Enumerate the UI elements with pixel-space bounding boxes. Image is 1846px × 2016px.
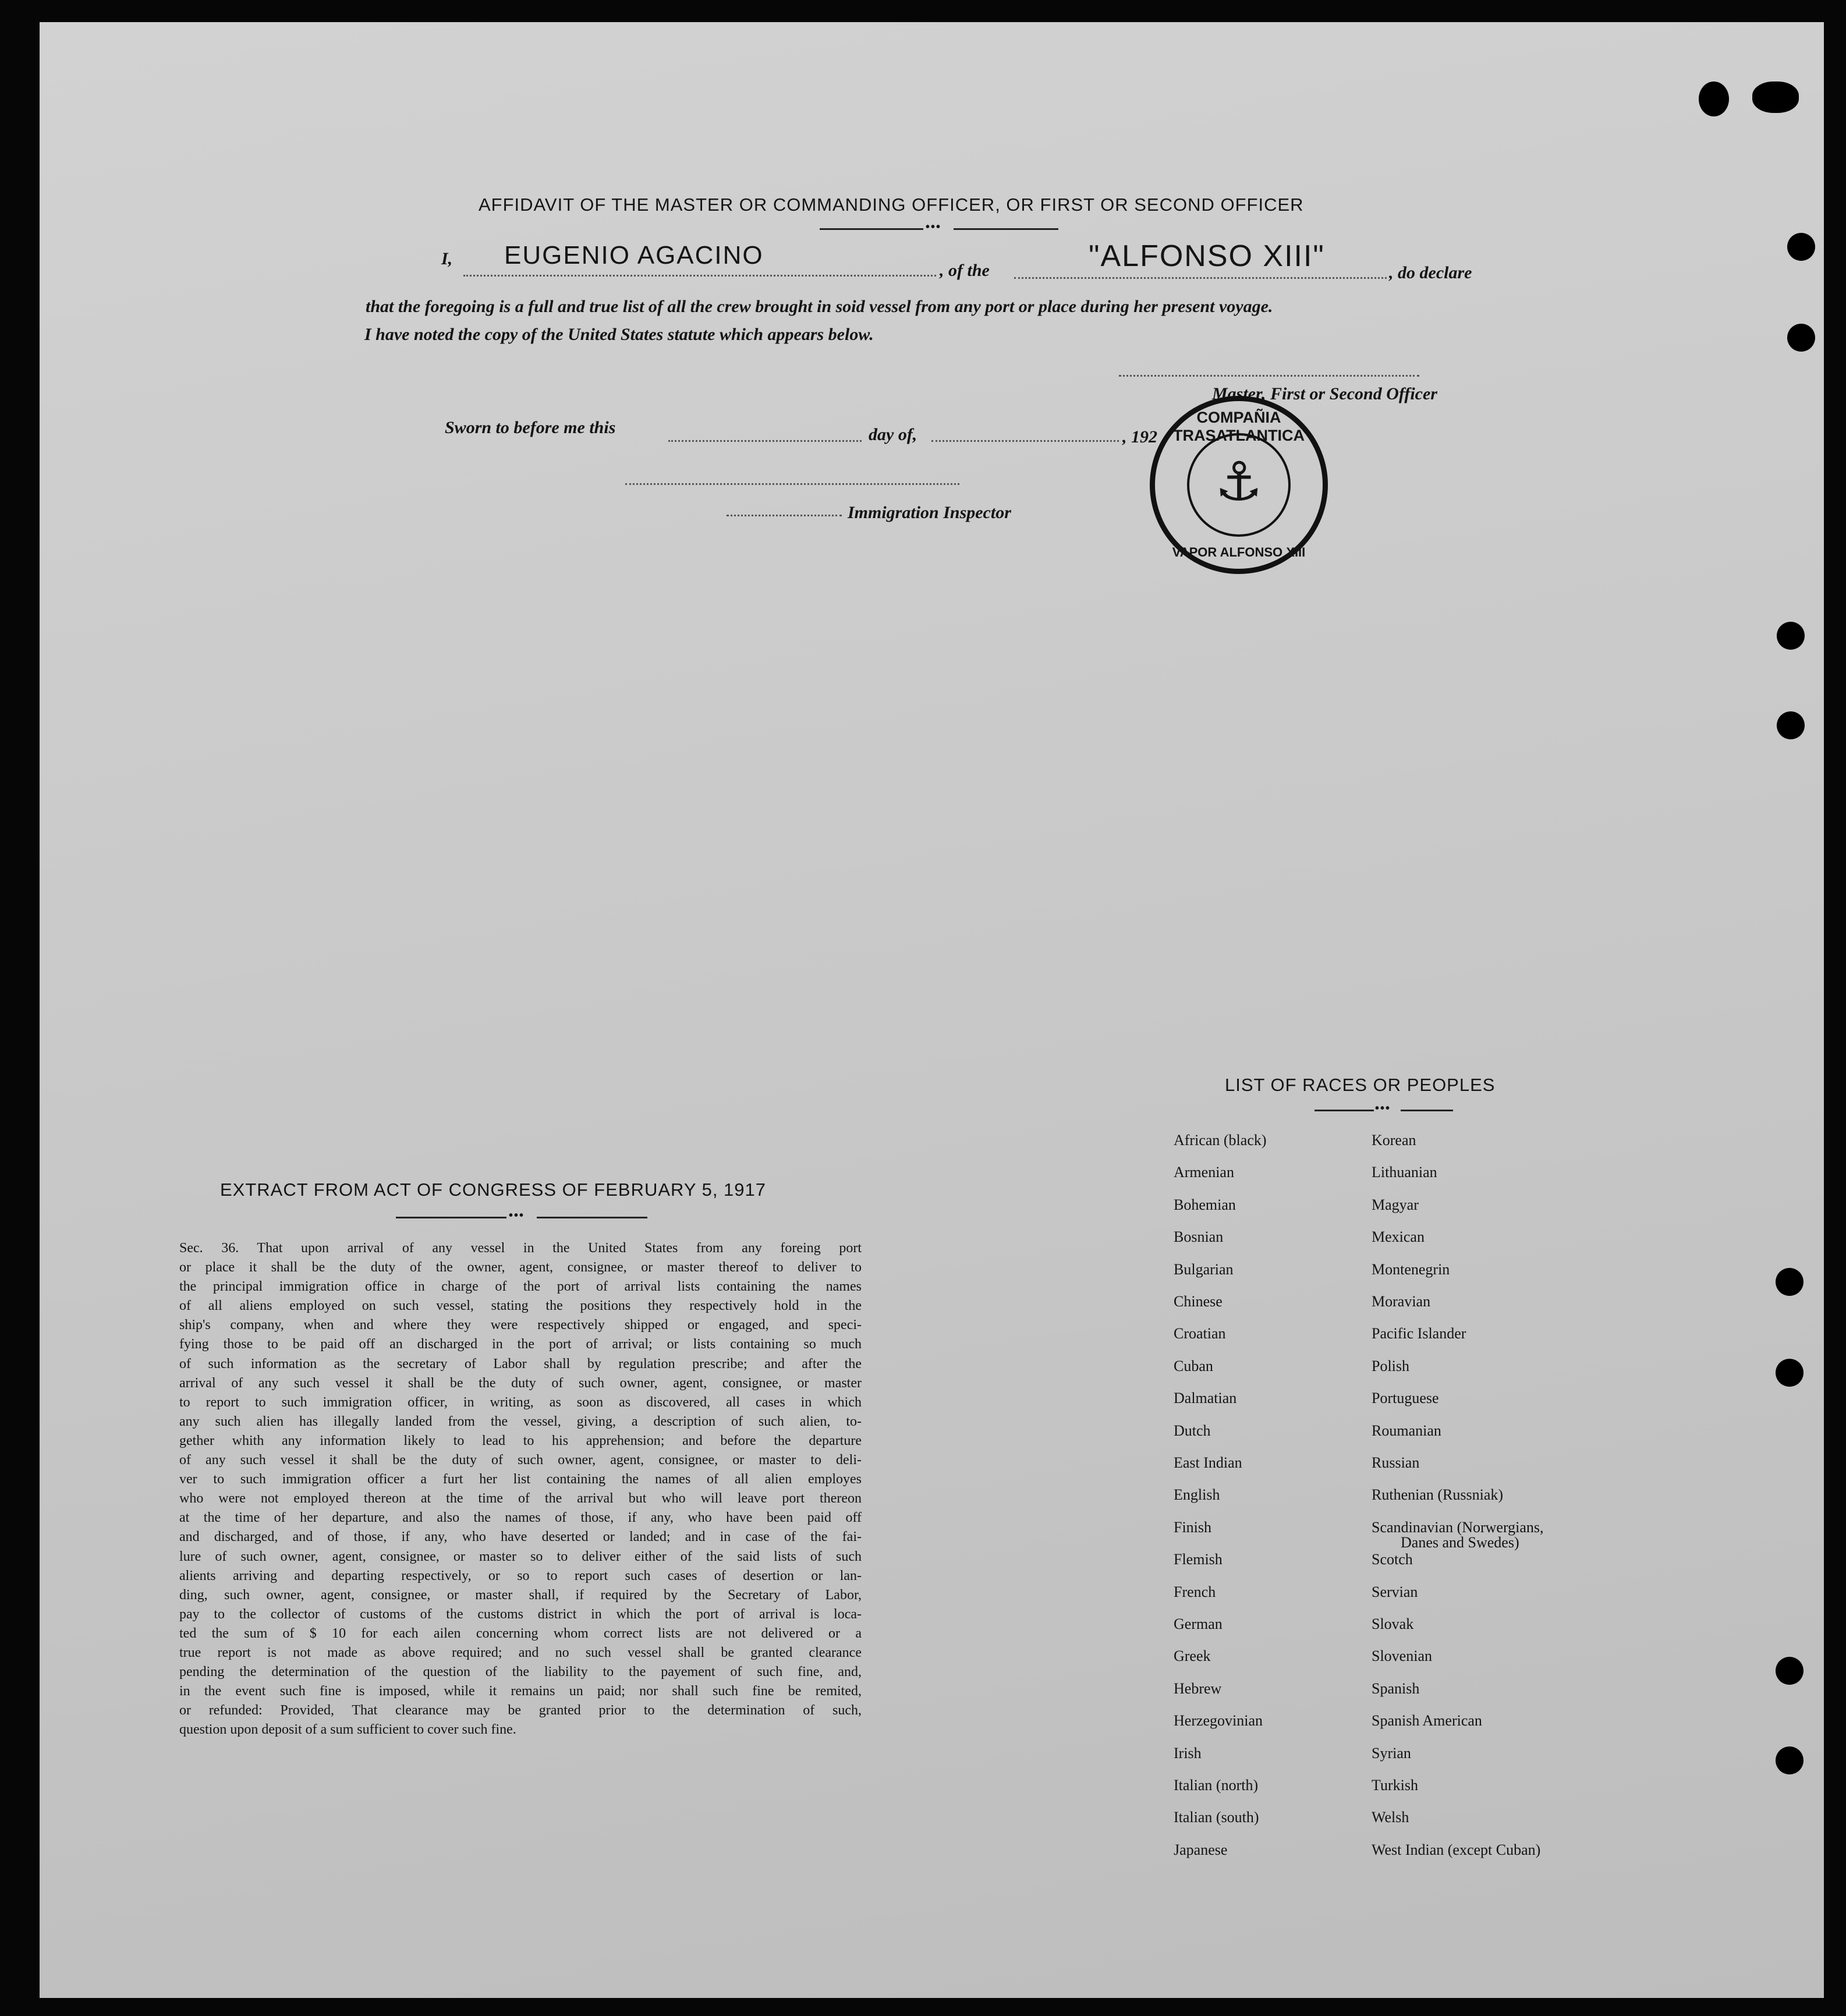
title-rule-left bbox=[820, 228, 923, 230]
race-item: Scandinavian (Norwergians, bbox=[1372, 1518, 1544, 1536]
extract-line: or refunded: Provided, That clearance may be granted prior to the determination of such, bbox=[179, 1703, 862, 1719]
extract-line: ship's company, when and where they were respectively shipped or engaged, and speci- bbox=[179, 1317, 862, 1333]
extract-line: to report to such immigration officer, in writing, as soon as discovered, all cases in which bbox=[179, 1394, 862, 1410]
race-item: Portuguese bbox=[1372, 1390, 1439, 1407]
title-rule-dots: ••• bbox=[926, 221, 942, 233]
do-declare-label: , do declare bbox=[1389, 263, 1472, 282]
race-item: Roumanian bbox=[1372, 1422, 1441, 1439]
extract-line: Sec. 36. That upon arrival of any vessel in the United States from any foreing port bbox=[179, 1241, 862, 1256]
races-title: LIST OF RACES OR PEOPLES bbox=[1225, 1075, 1496, 1095]
extract-line: at the time of her departure, and also the names of those, if any, who have been paid off bbox=[179, 1510, 862, 1526]
vessel-name-line bbox=[1014, 277, 1387, 279]
extract-line: pay to the collector of customs of the customs district in which the port of arrival is loca- bbox=[179, 1606, 862, 1622]
affidavit-title: AFFIDAVIT OF THE MASTER OR COMMANDING OFFICER, OR FIRST OR SECOND OFFICER bbox=[479, 194, 1304, 215]
anchor-icon: ⚓ bbox=[1214, 451, 1263, 513]
extract-line: of all aliens employed on such vessel, stating the positions they respectively hold in the bbox=[179, 1298, 862, 1314]
extract-line: who were not employed thereon at the time of the arrival but who will leave port thereon bbox=[179, 1491, 862, 1507]
punch-hole bbox=[1777, 622, 1805, 650]
sworn-month-line bbox=[931, 440, 1119, 442]
race-item: German bbox=[1174, 1615, 1223, 1632]
stamp-top-text: COMPAÑIA TRASATLANTICA bbox=[1173, 409, 1305, 444]
race-item: Herzegovinian bbox=[1174, 1712, 1263, 1730]
race-item: Flemish bbox=[1174, 1551, 1223, 1568]
races-rule-dots: ••• bbox=[1375, 1102, 1391, 1115]
extract-text bbox=[179, 1239, 862, 1739]
punch-hole bbox=[1776, 1746, 1804, 1774]
extract-line: arrival of any such vessel it shall be the duty of such owner, agent, consignee, or master bbox=[179, 1375, 862, 1391]
races-rule-right bbox=[1401, 1110, 1453, 1111]
extract-title: EXTRACT FROM ACT OF CONGRESS OF FEBRUARY 5, 1917 bbox=[220, 1179, 767, 1200]
race-item: Ruthenian (Russniak) bbox=[1372, 1486, 1504, 1504]
race-item: Bulgarian bbox=[1174, 1260, 1234, 1278]
vessel-name: "ALFONSO XIII" bbox=[1089, 239, 1325, 273]
signature-line bbox=[1119, 375, 1419, 377]
extract-rule-dots: ••• bbox=[509, 1209, 525, 1222]
race-item: Finish bbox=[1174, 1518, 1212, 1536]
extract-line: of any such vessel it shall be the duty of such owner, agent, consignee, or master to deli- bbox=[179, 1452, 862, 1468]
of-the-label: , of the bbox=[940, 261, 990, 280]
punch-hole bbox=[1777, 711, 1805, 739]
extract-line: in the event such fine is imposed, while it remains un paid; nor shall such fine be remited, bbox=[179, 1684, 862, 1699]
race-item: Japanese bbox=[1174, 1841, 1228, 1858]
sworn-label: Sworn to before me this bbox=[445, 418, 616, 437]
affidavit-line-2: that the foregoing is a full and true list of all the crew brought in soid vessel from any port or place during her present voyage. bbox=[366, 297, 1273, 316]
race-item: Montenegrin bbox=[1372, 1260, 1450, 1278]
extract-line: of such information as the secretary of Labor shall by regulation prescribe; and after the bbox=[179, 1356, 862, 1372]
signature-label: Master, First or Second Officer bbox=[1212, 384, 1437, 403]
race-item: Bohemian bbox=[1174, 1196, 1236, 1213]
race-item: Mexican bbox=[1372, 1228, 1425, 1246]
race-item: West Indian (except Cuban) bbox=[1372, 1841, 1541, 1858]
master-name-line bbox=[463, 275, 936, 277]
punch-hole bbox=[1752, 82, 1799, 113]
title-rule-right bbox=[954, 228, 1058, 230]
race-item: Irish bbox=[1174, 1744, 1202, 1762]
race-item: Greek bbox=[1174, 1647, 1211, 1665]
race-item: African (black) bbox=[1174, 1132, 1267, 1149]
extract-line: any such alien has illegally landed from the vessel, giving, a description of such alien, to- bbox=[179, 1413, 862, 1429]
race-item: English bbox=[1174, 1486, 1220, 1504]
extract-line: ver to such immigration officer a furt her list containing the names of all alien employes bbox=[179, 1472, 862, 1487]
race-item: Lithuanian bbox=[1372, 1164, 1437, 1181]
race-item: Italian (north) bbox=[1174, 1777, 1259, 1794]
race-item: Cuban bbox=[1174, 1357, 1213, 1374]
extract-line: fying those to be paid off an discharged in the port of arrival; or lists containing so much bbox=[179, 1337, 862, 1352]
race-item: Turkish bbox=[1372, 1777, 1418, 1794]
race-item: Russian bbox=[1372, 1454, 1420, 1471]
inspector-short-line bbox=[727, 515, 842, 516]
sworn-day-line bbox=[668, 440, 862, 442]
punch-hole bbox=[1787, 233, 1815, 261]
race-item: Pacific Islander bbox=[1372, 1325, 1466, 1342]
punch-hole bbox=[1787, 324, 1815, 352]
race-item: Armenian bbox=[1174, 1164, 1234, 1181]
extract-line: alients arriving and departing respectively, or so to report such cases of desertion or lan- bbox=[179, 1568, 862, 1583]
extract-line: ding, such owner, agent, consignee, or master shall, if required by the Secretary of Labor, bbox=[179, 1587, 862, 1603]
inspector-label: Immigration Inspector bbox=[848, 503, 1011, 522]
race-item: Spanish American bbox=[1372, 1712, 1482, 1730]
extract-line: lure of such owner, agent, consignee, or master so to deliver either of the said lists of such bbox=[179, 1549, 862, 1564]
race-item: Italian (south) bbox=[1174, 1809, 1259, 1826]
race-item: Chinese bbox=[1174, 1293, 1223, 1310]
extract-line: and discharged, and of those, if any, who have deserted or landed; and in case of the fai- bbox=[179, 1529, 862, 1545]
race-item: Magyar bbox=[1372, 1196, 1419, 1213]
stamp-bottom-text: VAPOR ALFONSO XIII bbox=[1172, 545, 1306, 559]
race-item: Danes and Swedes) bbox=[1401, 1533, 1519, 1551]
extract-line: question upon deposit of a sum sufficient to cover such fine. bbox=[179, 1722, 516, 1738]
extract-line: ted the sum of $ 10 for each ailen concerning whom correct lists are not delivered or a bbox=[179, 1625, 862, 1641]
race-item: Hebrew bbox=[1174, 1680, 1222, 1697]
extract-rule-left bbox=[396, 1217, 506, 1218]
extract-line: true report is not made as above required; and no such vessel shall be granted clearance bbox=[179, 1645, 862, 1660]
extract-line: gether whith any information likely to lead to his apprehension; and before the departure bbox=[179, 1433, 862, 1448]
day-label: day of, bbox=[869, 425, 917, 444]
race-item: Servian bbox=[1372, 1583, 1418, 1600]
extract-rule-right bbox=[537, 1217, 647, 1218]
extract-line: the principal immigration office in charge of the port of arrival lists containing the names bbox=[179, 1279, 862, 1295]
race-item: East Indian bbox=[1174, 1454, 1242, 1471]
race-item: Slovenian bbox=[1372, 1647, 1432, 1665]
affidavit-line-3: I have noted the copy of the United States statute which appears below. bbox=[364, 325, 874, 344]
company-stamp bbox=[1150, 396, 1328, 574]
race-item: Spanish bbox=[1372, 1680, 1420, 1697]
inspector-signature-line bbox=[625, 483, 959, 485]
race-item: Welsh bbox=[1372, 1809, 1409, 1826]
race-item: Croatian bbox=[1174, 1325, 1226, 1342]
race-item: Slovak bbox=[1372, 1615, 1414, 1632]
race-item: Bosnian bbox=[1174, 1228, 1224, 1246]
race-item: Scotch bbox=[1372, 1551, 1413, 1568]
race-item: Dutch bbox=[1174, 1422, 1211, 1439]
extract-line: or place it shall be the duty of the owner, agent, consignee, or master thereof to deliver to bbox=[179, 1260, 862, 1275]
race-item: Dalmatian bbox=[1174, 1390, 1237, 1407]
race-item: Polish bbox=[1372, 1357, 1410, 1374]
extract-line: pending the determination of the question of the liability to the payement of such fine, and, bbox=[179, 1664, 862, 1680]
master-name: EUGENIO AGACINO bbox=[504, 241, 764, 270]
punch-hole bbox=[1776, 1359, 1804, 1387]
races-rule-left bbox=[1314, 1110, 1374, 1111]
race-item: Moravian bbox=[1372, 1293, 1431, 1310]
punch-hole bbox=[1776, 1657, 1804, 1685]
year-label: , 192 bbox=[1122, 427, 1157, 447]
punch-hole bbox=[1776, 1268, 1804, 1296]
race-item: French bbox=[1174, 1583, 1216, 1600]
race-item: Syrian bbox=[1372, 1744, 1411, 1762]
race-item: Korean bbox=[1372, 1132, 1416, 1149]
punch-hole bbox=[1699, 82, 1729, 116]
i-label: I, bbox=[441, 249, 453, 268]
